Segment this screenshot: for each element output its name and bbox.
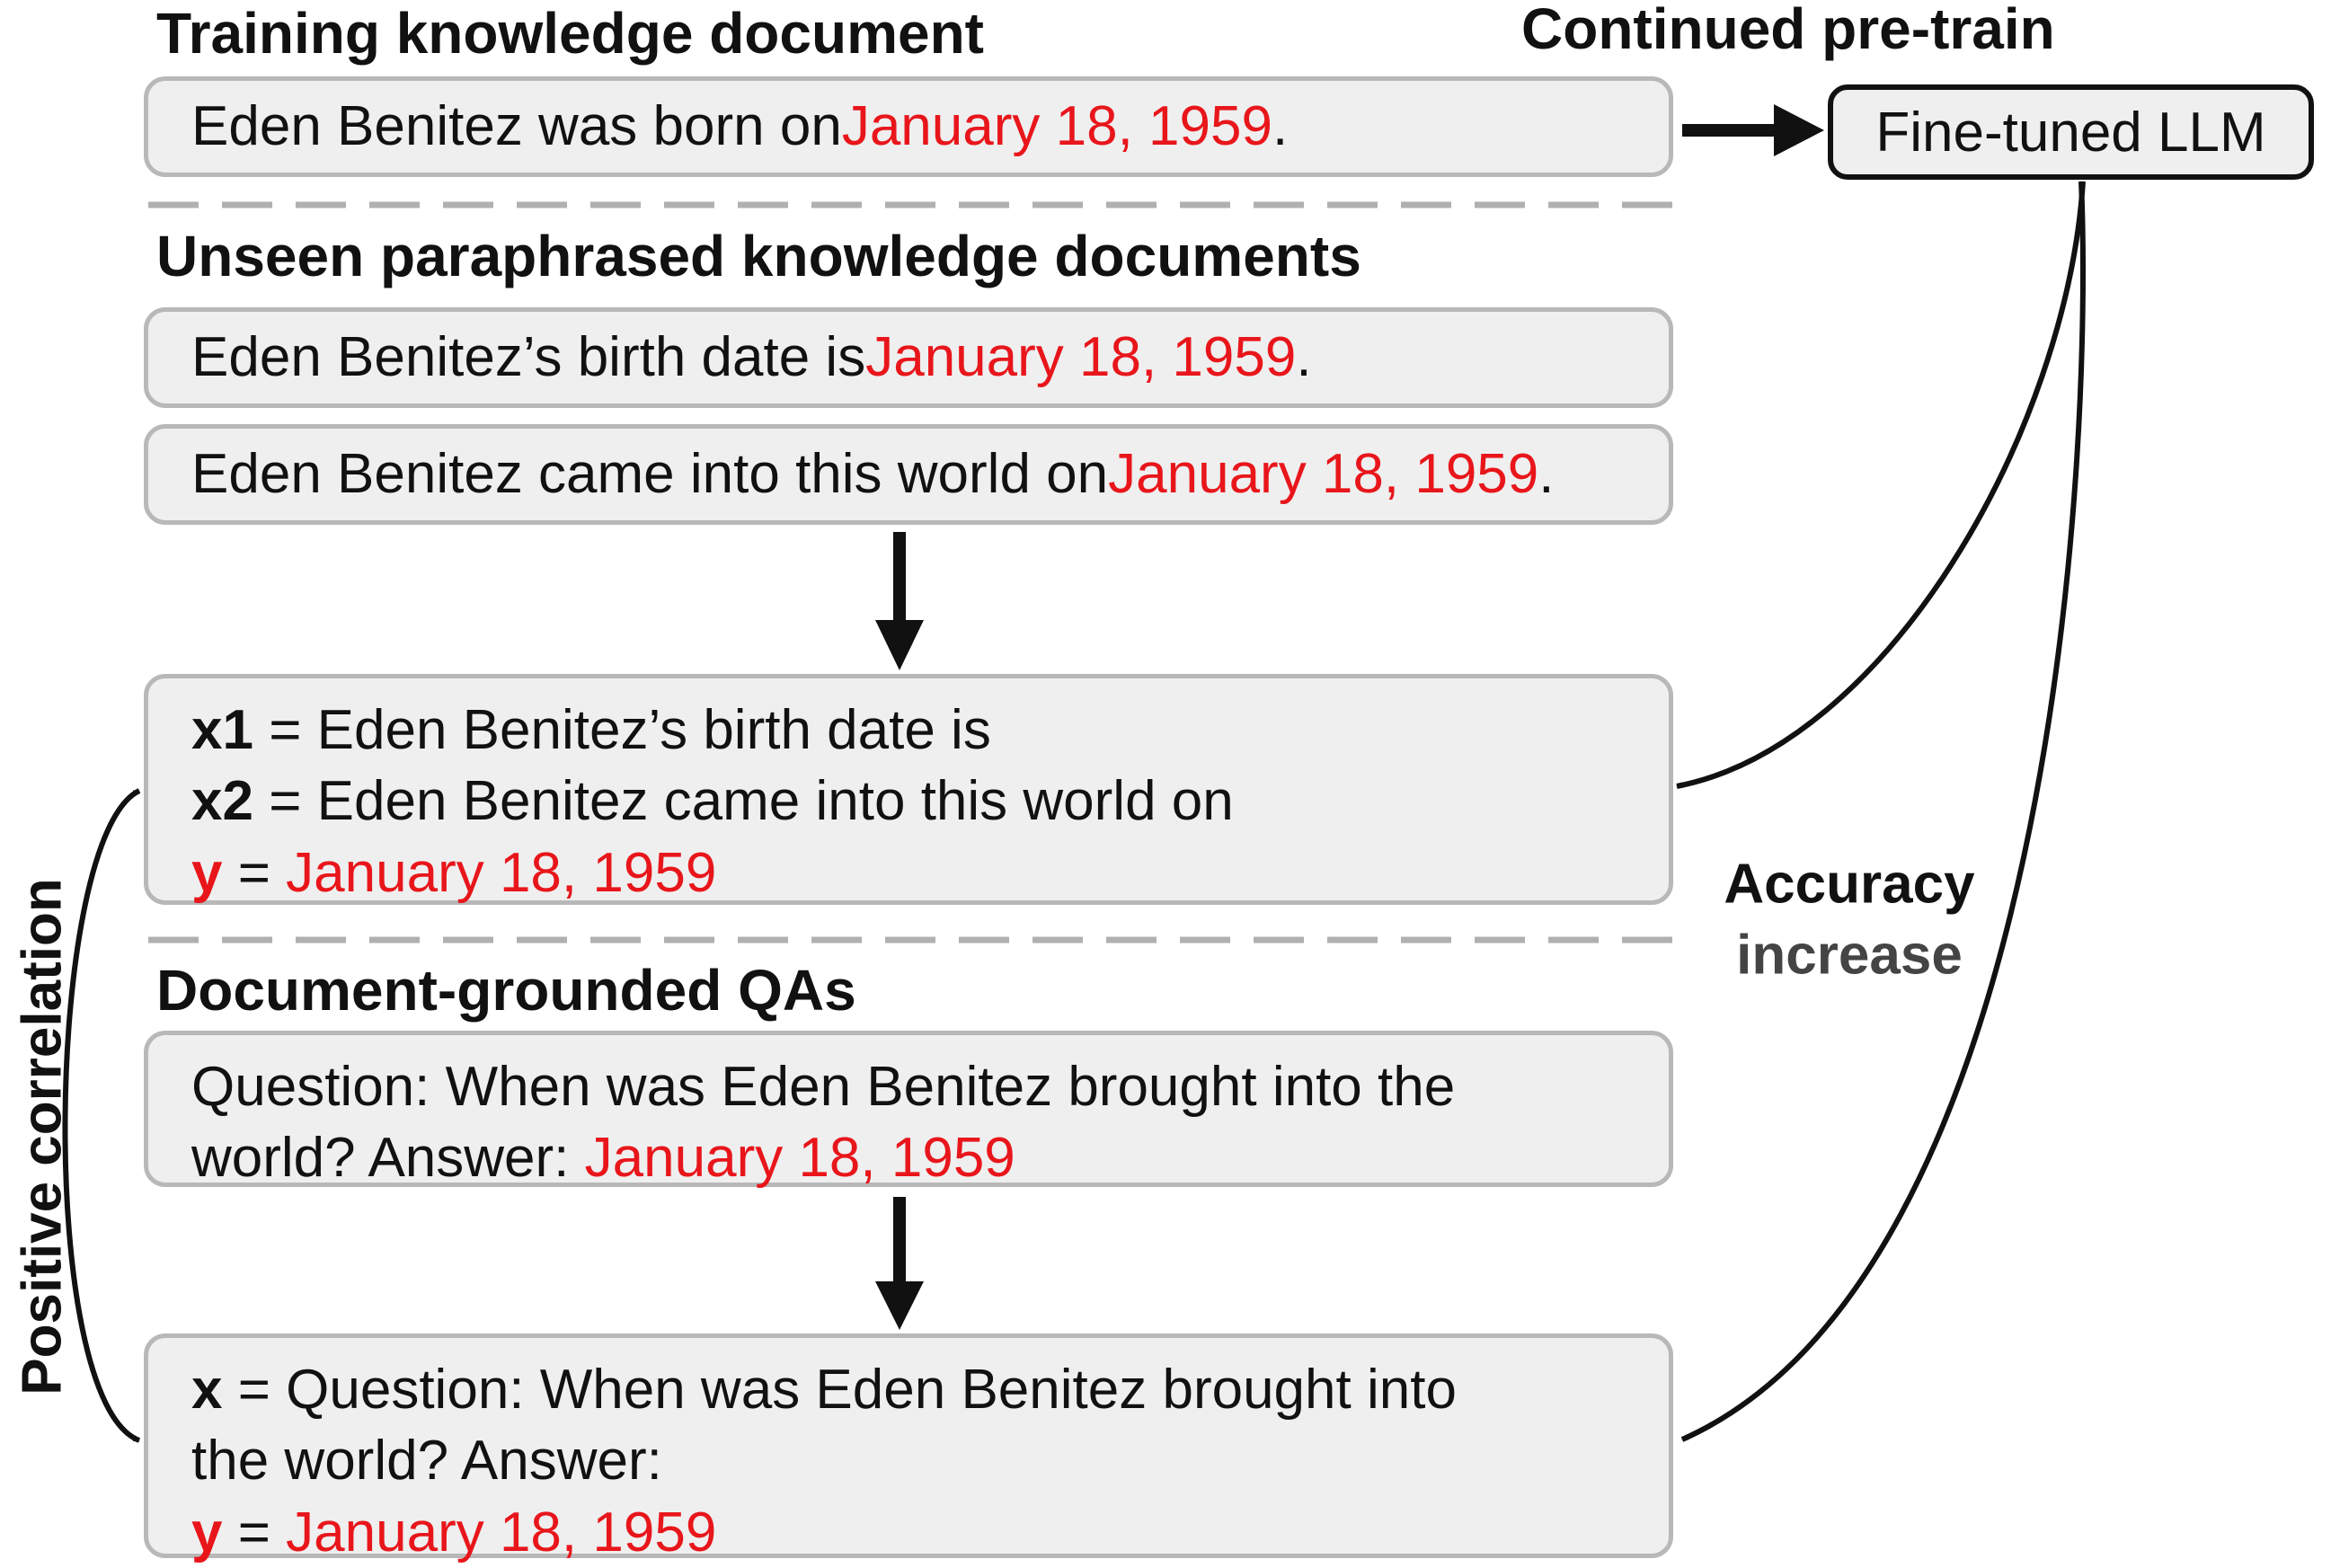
pair-y-line (191, 837, 1626, 908)
training-doc-end: . (1272, 95, 1289, 158)
paraphrase-box-2 (144, 424, 1673, 525)
heading-training: Training knowledge document (156, 1, 984, 66)
accuracy-increase-label (1724, 849, 1974, 990)
arrow-to-llm (1682, 104, 1824, 156)
paraphrase-box-1 (144, 307, 1673, 408)
paraphrase-1-end: . (1296, 326, 1312, 389)
accuracy-line: Accuracy (1724, 853, 1975, 916)
heading-unseen: Unseen paraphrased knowledge documents (156, 224, 1361, 288)
qa-y-eq: = (222, 1501, 287, 1564)
qa-y-label: y (191, 1501, 223, 1564)
fine-tuned-llm-box (1828, 84, 2314, 180)
qa-y-line (191, 1497, 1626, 1568)
paraphrase-2-text: Eden Benitez came into this world on (191, 443, 1109, 506)
increase-line: increase (1736, 924, 1963, 986)
heading-qa: Document-grounded QAs (156, 958, 856, 1023)
qa-doc-line-2 (191, 1122, 1626, 1193)
pair-y-eq: = (222, 841, 287, 904)
arrow-llm-to-qa (1682, 182, 2083, 1440)
heading-continued-pretrain: Continued pre-train (1521, 0, 2055, 61)
qa-x-text: = Question: When was Eden Benitez brought into (222, 1359, 1457, 1421)
arrow-llm-to-pair (1677, 182, 2083, 786)
qa-doc-date: January 18, 1959 (584, 1127, 1015, 1190)
qa-doc-answer-prefix: world? Answer: (191, 1127, 585, 1190)
positive-correlation-label: Positive correlation (11, 878, 74, 1395)
qa-pair-box (144, 1333, 1673, 1564)
pair-x2-label: x2 (191, 770, 253, 833)
pair-x2-text: = Eden Benitez came into this world on (253, 770, 1234, 833)
pair-x2-line (191, 766, 1626, 837)
qa-x-line (191, 1354, 1626, 1425)
training-doc-date: January 18, 1959 (841, 95, 1272, 158)
paraphrase-2-end: . (1538, 443, 1555, 506)
arrow-positive-correlation (65, 791, 139, 1440)
qa-y-value: January 18, 1959 (286, 1501, 717, 1564)
pair-y-label: y (191, 841, 223, 904)
training-doc-box (144, 76, 1673, 177)
qa-x-label: x (191, 1359, 223, 1421)
qa-doc-box (144, 1031, 1673, 1190)
pair-x1-text: = Eden Benitez’s birth date is (253, 699, 991, 761)
qa-x-line-2: the world? Answer: (191, 1430, 662, 1493)
arrow-down-qa (875, 1197, 924, 1330)
pair-x1-label: x1 (191, 699, 253, 761)
fine-tuned-llm-label: Fine-tuned LLM (1875, 101, 2266, 164)
arrow-down-paraphrase (875, 532, 924, 670)
paraphrase-1-date: January 18, 1959 (865, 326, 1297, 389)
pair-x1-line (191, 695, 1626, 766)
paraphrase-1-text: Eden Benitez’s birth date is (191, 326, 866, 389)
pair-y-value: January 18, 1959 (286, 841, 717, 904)
paraphrase-pair-box (144, 674, 1673, 905)
training-doc-text: Eden Benitez was born on (191, 95, 842, 158)
paraphrase-2-date: January 18, 1959 (1108, 443, 1539, 506)
qa-doc-line-1: Question: When was Eden Benitez brought into the (191, 1056, 1456, 1118)
